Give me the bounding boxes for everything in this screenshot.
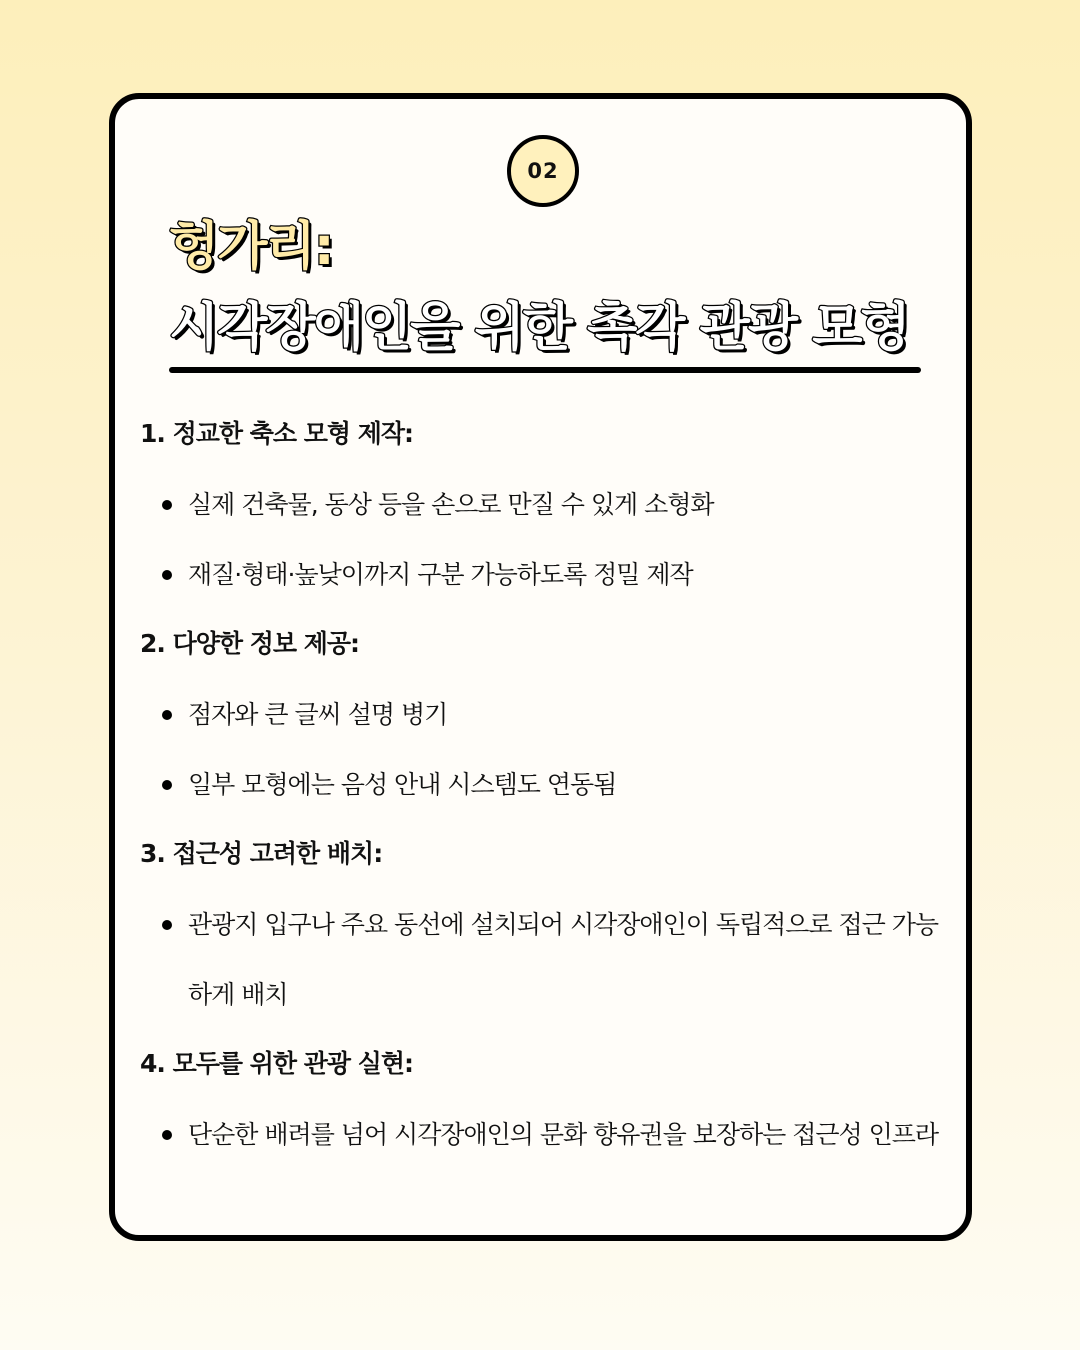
bullet-dot-icon <box>162 920 172 930</box>
list-item-text: 실제 건축물, 동상 등을 손으로 만질 수 있게 소형화 <box>188 490 714 519</box>
bullet-dot-icon <box>162 780 172 790</box>
list-item-text: 점자와 큰 글씨 설명 병기 <box>188 700 448 729</box>
title-line-1: 헝가리: <box>169 217 333 277</box>
bullet-dot-icon <box>162 710 172 720</box>
section-heading-3: 3. 접근성 고려한 배치: <box>140 839 383 868</box>
list-item <box>188 680 943 750</box>
list-item-text: 재질·형태·높낮이까지 구분 가능하도록 정밀 제작 <box>188 560 693 589</box>
section-heading-2: 2. 다양한 정보 제공: <box>140 629 360 658</box>
section-heading-1: 1. 정교한 축소 모형 제작: <box>140 419 414 448</box>
section-heading-4: 4. 모두를 위한 관광 실현: <box>140 1049 414 1078</box>
title-underline <box>169 367 921 373</box>
page-number-badge: 02 <box>507 135 579 207</box>
title-line-2: 시각장애인을 위한 촉각 관광 모형 <box>169 298 909 358</box>
content-card <box>109 93 972 1241</box>
list-item-text: 관광지 입구나 주요 동선에 설치되어 시각장애인이 독립적으로 접근 가능하게 배치 <box>188 910 939 1009</box>
list-item <box>188 750 943 820</box>
list-item <box>188 890 943 1030</box>
list-item-text: 단순한 배려를 넘어 시각장애인의 문화 향유권을 보장하는 접근성 인프라 <box>188 1120 939 1149</box>
list-item <box>188 1100 943 1170</box>
bullet-dot-icon <box>162 500 172 510</box>
list-item <box>188 470 943 540</box>
list-item-text: 일부 모형에는 음성 안내 시스템도 연동됨 <box>188 770 617 799</box>
bullet-dot-icon <box>162 570 172 580</box>
list-item <box>188 540 943 610</box>
bullet-dot-icon <box>162 1130 172 1140</box>
